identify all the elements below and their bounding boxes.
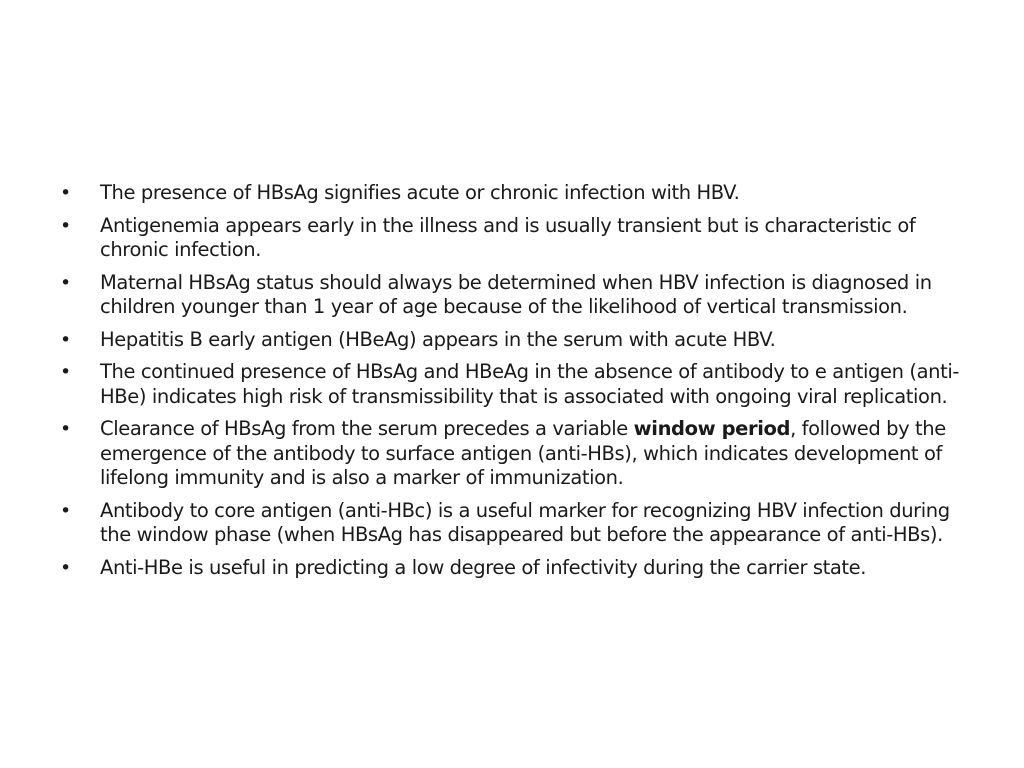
bullet-item (60, 214, 960, 263)
bullet-text (100, 417, 946, 489)
bullet-text: Anti-HBe is useful in predicting a low degree of infectivity during the carrier state. (100, 555, 867, 579)
bullet-icon: • (60, 271, 71, 294)
bullet-text: Antigenemia appears early in the illness and is usually transient but is characteristic of chronic infection. (100, 213, 916, 261)
bullet-item (60, 417, 960, 491)
bullet-item (60, 499, 960, 548)
bullet-icon: • (60, 418, 71, 440)
bullet-icon: • (60, 328, 71, 351)
bullet-icon: • (60, 361, 71, 383)
bullet-item (60, 556, 960, 581)
bullet-item (60, 181, 960, 206)
bullet-icon: • (60, 556, 71, 579)
bullet-text-before: Clearance of HBsAg from the serum precedes a variable (100, 417, 634, 440)
bullet-text: The presence of HBsAg signifies acute or chronic infection with HBV. (100, 181, 740, 204)
bullet-text: Maternal HBsAg status should always be determined when HBV infection is diagnosed in children younger than 1 year of age because of the likelihood of vertical transmission. (100, 270, 932, 318)
bullet-item (60, 328, 960, 353)
bullet-icon: • (60, 499, 71, 522)
bullet-text: Antibody to core antigen (anti-HBc) is a useful marker for recognizing HBV infection during the window phase (when HBsAg has disappeared but before the appearance of anti-HBs). (100, 498, 950, 546)
bullet-icon: • (60, 182, 71, 204)
bullet-icon: • (60, 214, 71, 237)
bullet-text: Hepatitis B early antigen (HBeAg) appears in the serum with acute HBV. (100, 327, 776, 351)
bullet-item (60, 360, 960, 409)
bullet-list (60, 181, 960, 588)
window-period-bold: window period (633, 417, 791, 440)
bullet-text-after: , followed by the emergence of the antibody to surface antigen (anti-HBs), which indicates development of lifelong immunity and is also a marker of immunization. (100, 417, 946, 489)
bullet-item (60, 271, 960, 320)
bullet-text: The continued presence of HBsAg and HBeAg in the absence of antibody to e antigen (anti- HBe) indicates high risk of transmissibility that is associated with ongoing viral replication. (100, 360, 959, 408)
